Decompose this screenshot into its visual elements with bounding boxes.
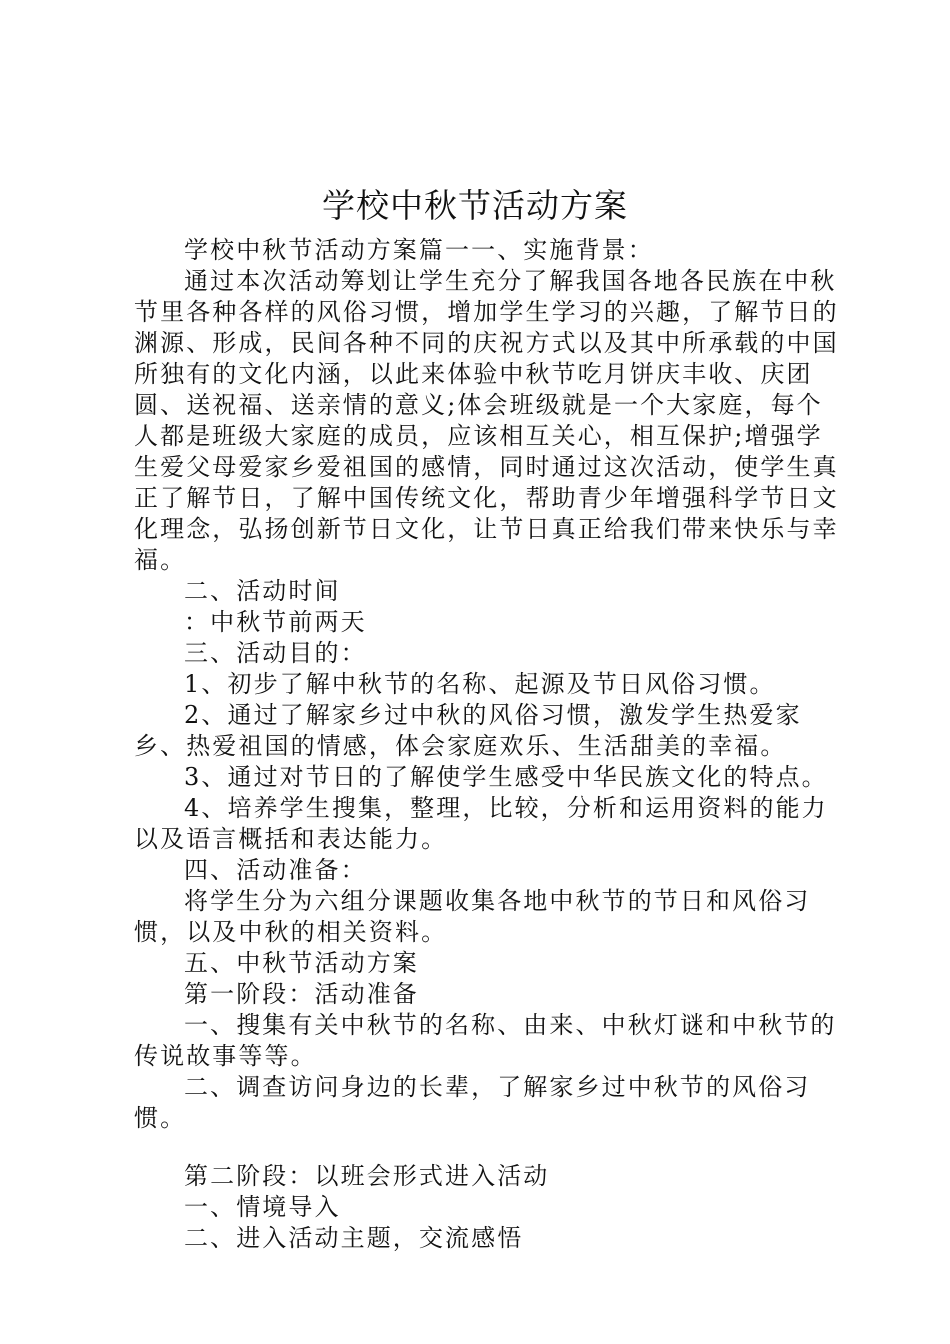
document-title: 学校中秋节活动方案: [322, 186, 628, 225]
goal-item-3: 3、通过对节日的了解使学生感受中华民族文化的特点。: [184, 763, 828, 791]
paragraph-intro-heading: 学校中秋节活动方案篇一一、实施背景：: [184, 236, 654, 264]
stage-heading-2: 第二阶段：以班会形式进入活动: [184, 1162, 550, 1190]
section-heading-time: 二、活动时间: [184, 577, 341, 605]
document-body: [134, 235, 840, 1254]
paragraph-spacer: [134, 1134, 840, 1161]
goal-item-4: 4、培养学生搜集，整理，比较，分析和运用资料的能力以及语言概括和表达能力。: [134, 794, 828, 853]
stage-2-item-2: 二、进入活动主题，交流感悟: [184, 1224, 524, 1252]
goal-item-1: 1、初步了解中秋节的名称、起源及节日风俗习惯。: [184, 670, 776, 698]
paragraph-background: 通过本次活动筹划让学生充分了解我国各地各民族在中秋节里各种各样的风俗习惯，增加学生学习的兴趣，了解节日的渊源、形成，民间各种不同的庆祝方式以及其中所承载的中国所独有的文化内涵，以此来体验中秋节吃月饼庆丰收、庆团圆、送祝福、送亲情的意义;体会班级就是一个大家庭，每个人都是班级大家庭的成员，应该相互关心，相互保护;增强学生爱父母爱家乡爱祖国的感情，同时通过这次活动，使学生真正了解节日，了解中国传统文化，帮助青少年增强科学节日文化理念，弘扬创新节日文化，让节日真正给我们带来快乐与幸福。: [134, 267, 839, 574]
stage-2-item-1: 一、情境导入: [184, 1193, 341, 1221]
paragraph-time: ：中秋节前两天: [184, 608, 367, 636]
section-heading-plan: 五、中秋节活动方案: [184, 949, 419, 977]
section-heading-preparation: 四、活动准备：: [184, 856, 367, 884]
stage-1-item-1: 一、搜集有关中秋节的名称、由来、中秋灯谜和中秋节的传说故事等等。: [134, 1011, 837, 1070]
section-heading-goals: 三、活动目的：: [184, 639, 367, 667]
paragraph-preparation: 将学生分为六组分课题收集各地中秋节的节日和风俗习惯，以及中秋的相关资料。: [134, 887, 811, 946]
stage-1-item-2: 二、调查访问身边的长辈，了解家乡过中秋节的风俗习惯。: [134, 1073, 811, 1132]
stage-heading-1: 第一阶段：活动准备: [184, 980, 419, 1008]
goal-item-2: 2、通过了解家乡过中秋的风俗习惯，激发学生热爱家乡、热爱祖国的情感，体会家庭欢乐、生活甜美的幸福。: [134, 701, 802, 760]
